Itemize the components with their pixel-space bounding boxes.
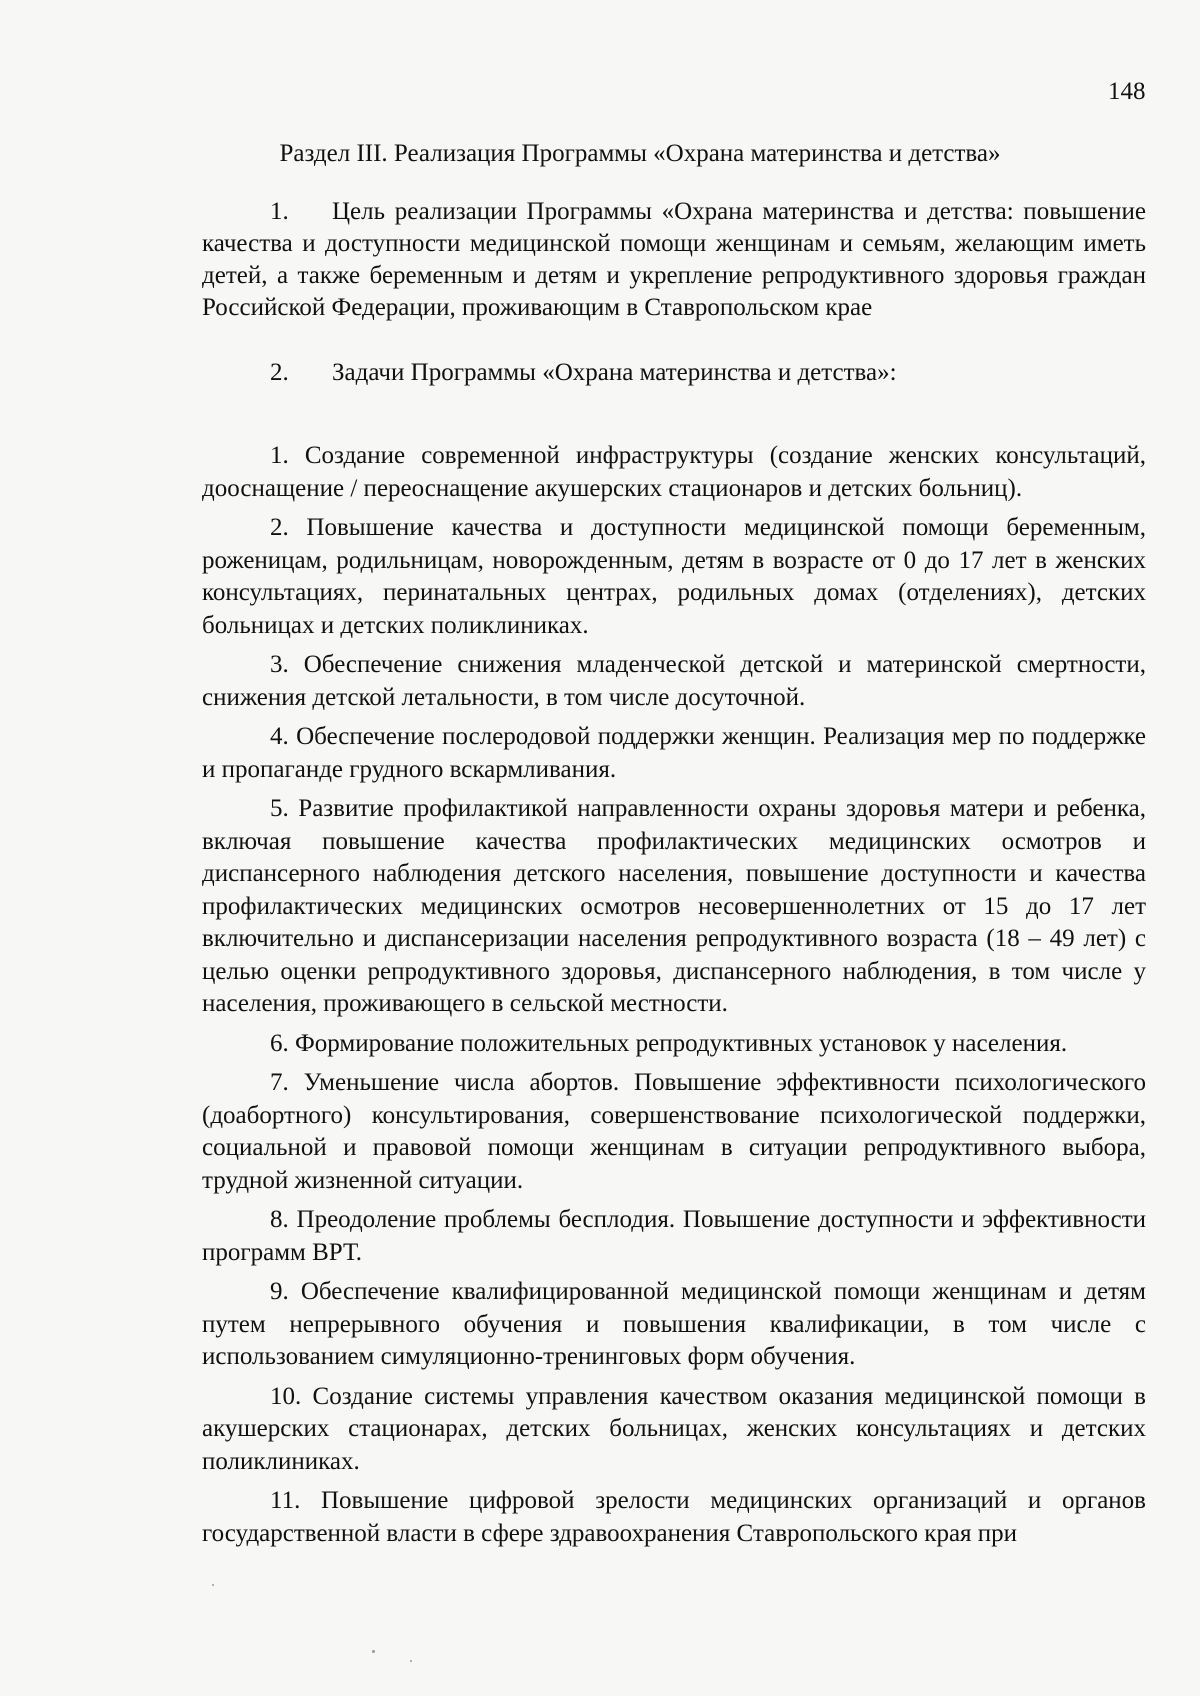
tasks-heading-text: Задачи Программы «Охрана материнства и детства»: <box>332 359 897 386</box>
scan-speck <box>410 1660 412 1662</box>
goal-number: 1. <box>270 198 289 225</box>
scan-speck <box>372 1650 375 1653</box>
task-item: 3. Обеспечение снижения младенческой детской и материнской смертности, снижения детской летальности, в том числе досуточной. <box>202 651 1146 711</box>
task-item: 11. Повышение цифровой зрелости медицинских организаций и органов государственной власти в сфере здравоохранения Ставропольского края при <box>202 1487 1146 1547</box>
task-item: 7. Уменьшение числа абортов. Повышение эффективности психологического (доабортного) консультирования, совершенствование психологической поддержки, социальной и правовой помощи женщинам в ситуации репродуктивного выбора, трудной жизненной ситуации. <box>202 1069 1146 1194</box>
goal-paragraph <box>202 196 1146 324</box>
page-number: 148 <box>1108 78 1146 105</box>
task-item: 6. Формирование положительных репродуктивных установок у населения. <box>270 1029 1068 1057</box>
tasks-heading-number: 2. <box>270 359 289 386</box>
scan-speck <box>212 1584 214 1586</box>
task-item: 5. Развитие профилактикой направленности охраны здоровья матери и ребенка, включая повышение качества профилактических медицинских осмотров и диспансерного наблюдения детского населения, повышение доступности и качества профилактических медицинских осмотров несовершеннолетних от 15 до 17 лет включительно и диспансеризации населения репродуктивного возраста (18 – 49 лет) с целью оценки репродуктивного здоровья, диспансерного наблюдения, в том числе у населения, проживающего в сельской местности. <box>202 795 1146 1017</box>
task-item: 1. Создание современной инфраструктуры (создание женских консультаций, дооснащение / переоснащение акушерских стационаров и детских больниц). <box>202 442 1146 502</box>
task-item: 2. Повышение качества и доступности медицинской помощи беременным, роженицам, родильницам, новорожденным, детям в возрасте от 0 до 17 лет в женских консультациях, перинатальных центрах, родильных домах (отделениях), детских больницах и детских поликлиниках. <box>202 514 1146 639</box>
goal-text: Цель реализации Программы «Охрана материнства и детства: повышение качества и доступности медицинской помощи женщинам и семьям, желающим иметь детей, а также беременным и детям и укрепление репродуктивного здоровья граждан Российской Федерации, проживающим в Ставропольском крае <box>202 198 1146 321</box>
task-item: 9. Обеспечение квалифицированной медицинской помощи женщинам и детям путем непрерывного обучения и повышения квалификации, в том числе с использованием симуляционно-тренинговых форм обучения. <box>202 1278 1146 1370</box>
task-item: 10. Создание системы управления качеством оказания медицинской помощи в акушерских стационарах, детских больницах, женских консультациях и детских поликлиниках. <box>202 1382 1146 1475</box>
task-item: 8. Преодоление проблемы бесплодия. Повышение доступности и эффективности программ ВРТ. <box>202 1206 1146 1266</box>
section-title: Раздел III. Реализация Программы «Охрана материнства и детства» <box>279 140 1001 167</box>
tasks-heading <box>202 357 1146 389</box>
tasks-list <box>202 440 1146 1557</box>
task-item: 4. Обеспечение послеродовой поддержки женщин. Реализация мер по поддержке и пропаганде грудного вскармливания. <box>202 723 1146 783</box>
